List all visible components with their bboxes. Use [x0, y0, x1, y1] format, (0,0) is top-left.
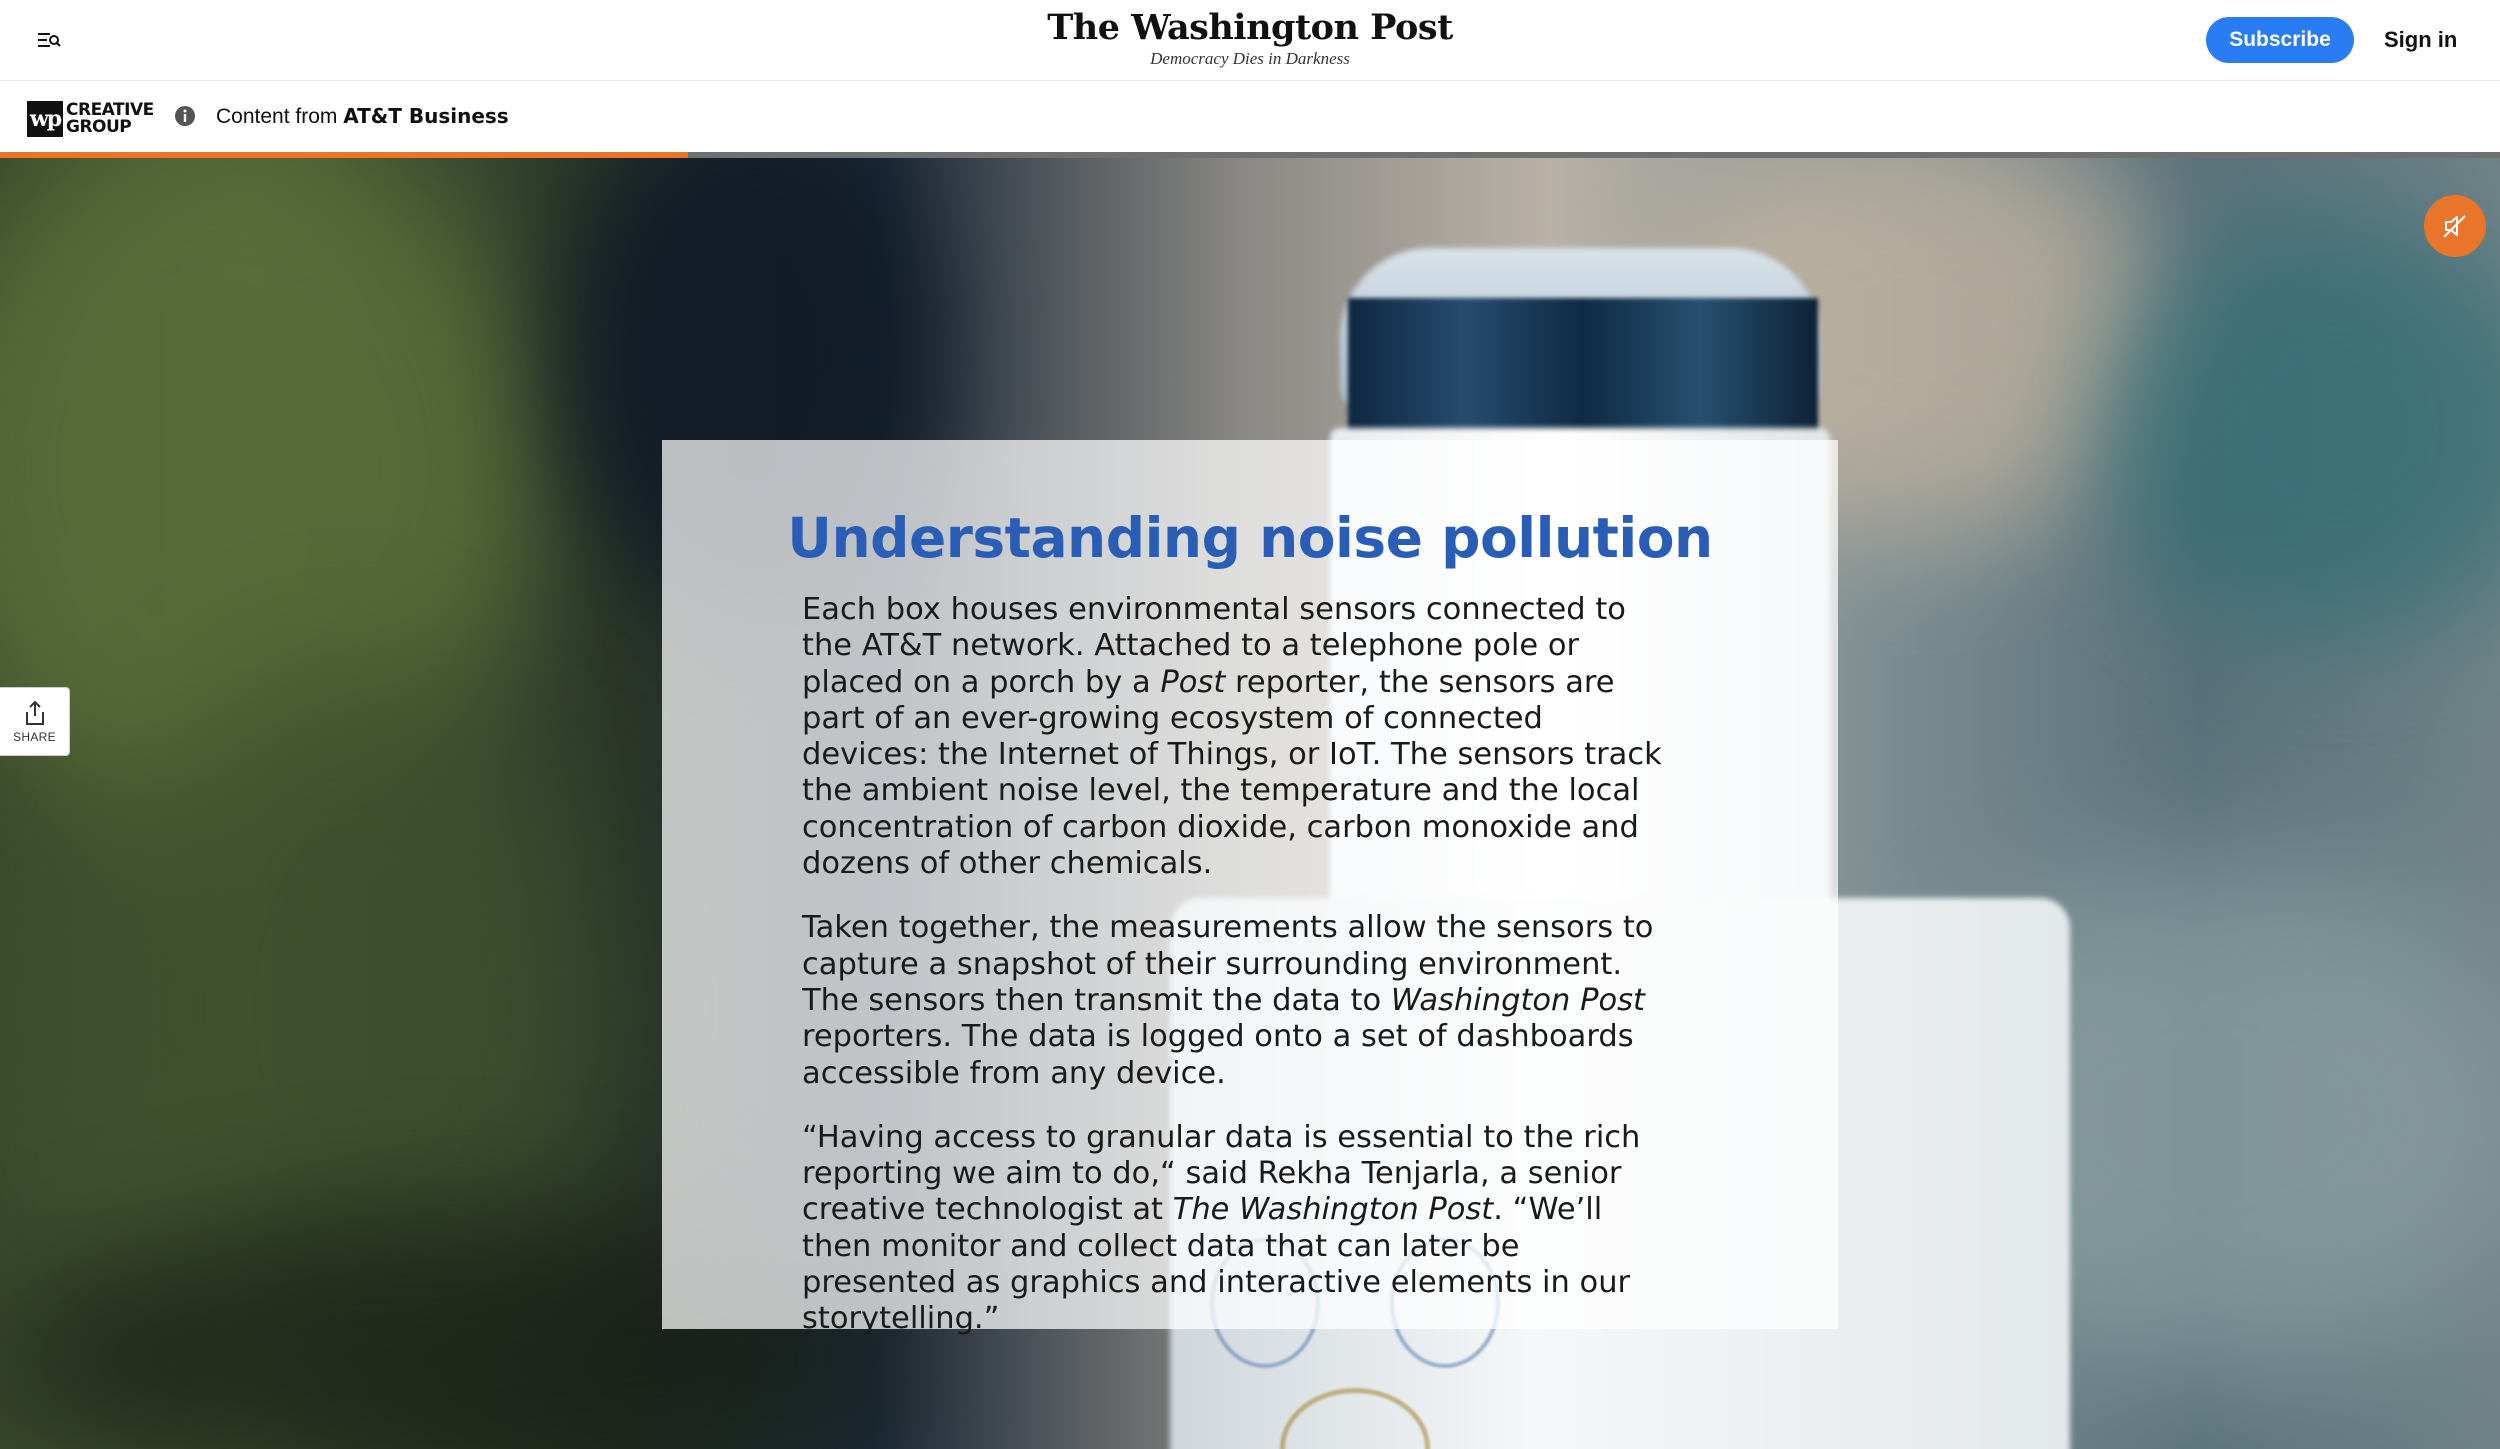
share-label: SHARE	[13, 729, 56, 744]
article-title: Understanding noise pollution	[787, 506, 1713, 570]
sponsor-credit	[216, 103, 509, 130]
tagline: Democracy Dies in Darkness	[1150, 49, 1350, 68]
speaker-muted-icon	[2441, 212, 2469, 240]
sponsor-prefix: Content from	[216, 105, 338, 128]
masthead[interactable]	[0, 6, 2500, 68]
article-body	[802, 592, 1662, 1366]
share-button[interactable]	[0, 687, 70, 756]
creative-group-text: CREATIVE GROUP	[66, 100, 154, 137]
washington-post-logo[interactable]: The Washington Post	[1047, 7, 1453, 48]
subscribe-button[interactable]: Subscribe	[2206, 17, 2354, 63]
sign-in-link[interactable]: Sign in	[2384, 27, 2458, 52]
top-navigation-bar	[0, 0, 2500, 81]
article-paragraph-3: “Having access to granular data is essential to the rich reporting we aim to do,“ said Rekha Tenjarla, a senior creative technologist at The Washington Post. “We’ll then monitor and collect data that can later be presented as graphics and interactive elements in our storytelling.”	[802, 1119, 1641, 1337]
share-icon	[23, 700, 47, 726]
wp-creative-group-logo[interactable]	[27, 100, 154, 138]
article-paragraph-2: Taken together, the measurements allow the sensors to capture a snapshot of their surrounding environment. The sensors then transmit the data to Washington Post reporters. The data is logged onto a set of dashboards accessible from any device.	[802, 910, 1654, 1091]
info-icon[interactable]	[174, 105, 196, 127]
mute-audio-button[interactable]	[2424, 195, 2486, 257]
article-card	[662, 440, 1838, 1337]
wp-mark: wp	[27, 101, 63, 137]
sponsor-name: AT&T Business	[343, 104, 509, 128]
article-paragraph-1: Each box houses environmental sensors connected to the AT&T network. Attached to a telephone pole or placed on a porch by a Post reporter, the sensors are part of an ever-growing ecosystem of connected devices: the Internet of Things, or IoT. The sensors track the ambient noise level, the temperature and the local concentration of carbon dioxide, carbon monoxide and dozens of other chemicals.	[802, 592, 1662, 882]
